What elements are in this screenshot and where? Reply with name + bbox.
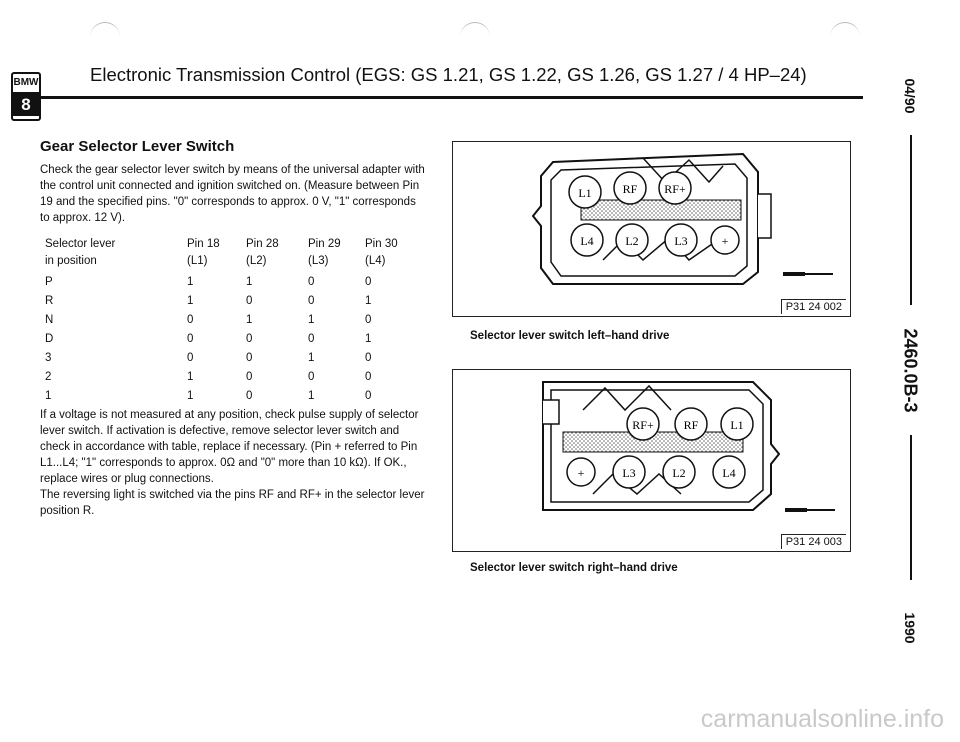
pin-label: + xyxy=(721,234,729,248)
table-row xyxy=(45,314,425,333)
watermark: carmanualsonline.info xyxy=(700,705,944,733)
figure-right-hand-drive xyxy=(452,369,851,552)
table-header-row xyxy=(45,238,425,255)
table-row xyxy=(45,371,425,390)
section-title: Gear Selector Lever Switch xyxy=(40,138,235,155)
table-cell: P xyxy=(45,276,53,288)
table-cell: 1 xyxy=(187,390,194,402)
table-cell: 0 xyxy=(308,295,315,307)
table-cell: 0 xyxy=(308,333,315,345)
page-title: Electronic Transmission Control (EGS: GS 1.21, GS 1.22, GS 1.26, GS 1.27 / 4 HP–24) xyxy=(90,64,807,85)
side-date: 04/90 xyxy=(902,78,918,114)
pin-label: L1 xyxy=(730,418,744,432)
table-cell: 0 xyxy=(246,371,253,383)
table-cell: 0 xyxy=(187,333,194,345)
table-cell: D xyxy=(45,333,54,345)
side-divider xyxy=(910,435,912,580)
pin-label: RF+ xyxy=(632,418,654,432)
check-paragraph: If a voltage is not measured at any position, check pulse supply of selector lever switch. If activation is defective, remove selector lever switch and check in accordance with table, replace if necessary. (Pin + referred to Pin L1...L4; "1" corresponds to approx. 0Ω and "0" more than 10 kΩ). If OK., replace wires or plug connections. xyxy=(40,409,419,485)
table-cell: 0 xyxy=(365,352,372,364)
header-cell: Pin 30 xyxy=(365,238,398,250)
table-cell: 0 xyxy=(246,333,253,345)
table-row xyxy=(45,276,425,295)
table-cell: N xyxy=(45,314,54,326)
corner-mark xyxy=(90,22,120,37)
table-cell: 1 xyxy=(308,352,315,364)
header-cell: Pin 18 xyxy=(187,238,220,250)
table-cell: 1 xyxy=(365,295,372,307)
pin-label: L4 xyxy=(580,234,594,248)
figure-caption: Selector lever switch left–hand drive xyxy=(470,330,670,342)
header-cell: (L1) xyxy=(187,255,208,267)
connector-diagram-lhd xyxy=(453,142,850,316)
table-cell: 1 xyxy=(187,371,194,383)
logo-group-number: 8 xyxy=(13,94,39,116)
figure-caption: Selector lever switch right–hand drive xyxy=(470,562,678,574)
header-cell: in position xyxy=(45,255,97,267)
table-cell: 0 xyxy=(187,352,194,364)
side-divider xyxy=(910,135,912,305)
table-row xyxy=(45,352,425,371)
table-cell: 0 xyxy=(246,390,253,402)
table-cell: 0 xyxy=(308,371,315,383)
table-cell: 1 xyxy=(308,314,315,326)
table-cell: 0 xyxy=(365,371,372,383)
table-cell: 0 xyxy=(308,276,315,288)
corner-mark xyxy=(460,22,490,37)
figure-code: P31 24 003 xyxy=(781,534,846,549)
bmw-logo xyxy=(11,72,41,121)
table-cell: 2 xyxy=(45,371,52,383)
table-cell: 1 xyxy=(187,295,194,307)
header-cell: Pin 28 xyxy=(246,238,279,250)
header-cell: (L3) xyxy=(308,255,329,267)
pin-label: RF+ xyxy=(664,182,686,196)
pin-label: L2 xyxy=(625,234,639,248)
pin-label: L2 xyxy=(672,466,686,480)
header-cell: (L4) xyxy=(365,255,386,267)
switch-table xyxy=(45,238,425,409)
table-cell: 1 xyxy=(246,276,253,288)
header-cell: Pin 29 xyxy=(308,238,341,250)
figure-code: P31 24 002 xyxy=(781,299,846,314)
table-cell: 3 xyxy=(45,352,52,364)
table-cell: 0 xyxy=(365,314,372,326)
table-cell: 0 xyxy=(246,295,253,307)
table-cell: 0 xyxy=(187,314,194,326)
logo-brand: BMW xyxy=(13,74,39,94)
table-cell: 0 xyxy=(365,276,372,288)
table-row xyxy=(45,295,425,314)
table-cell: 1 xyxy=(365,333,372,345)
pin-label: RF xyxy=(622,182,638,196)
pin-label: RF xyxy=(683,418,699,432)
pin-label: L1 xyxy=(578,186,592,200)
header-divider xyxy=(40,96,863,99)
table-cell: 1 xyxy=(187,276,194,288)
header-cell: Selector lever xyxy=(45,238,116,250)
table-row xyxy=(45,333,425,352)
table-header-row xyxy=(45,255,425,276)
header-cell: (L2) xyxy=(246,255,267,267)
table-cell: 1 xyxy=(45,390,52,402)
intro-paragraph: Check the gear selector lever switch by means of the universal adapter with the control unit connected and ignition switched on. (Measure between Pin 19 and the specified pins. "0" corresponds to approx. 0 V, "1" corresponds to approx. 12 V). xyxy=(40,164,425,224)
table-cell: 0 xyxy=(246,352,253,364)
figure-left-hand-drive xyxy=(452,141,851,317)
side-year: 1990 xyxy=(902,612,918,644)
table-cell: 0 xyxy=(365,390,372,402)
connector-diagram-rhd xyxy=(453,370,850,551)
table-cell: 1 xyxy=(308,390,315,402)
side-doc-code: 2460.0B-3 xyxy=(900,328,921,413)
reversing-light-paragraph: The reversing light is switched via the pins RF and RF+ in the selector lever position R. xyxy=(40,489,425,517)
pin-label: L4 xyxy=(722,466,736,480)
corner-mark xyxy=(830,22,860,37)
table-cell: 1 xyxy=(246,314,253,326)
pin-label: L3 xyxy=(622,466,636,480)
pin-label: + xyxy=(577,466,585,480)
table-cell: R xyxy=(45,295,54,307)
pin-label: L3 xyxy=(674,234,688,248)
